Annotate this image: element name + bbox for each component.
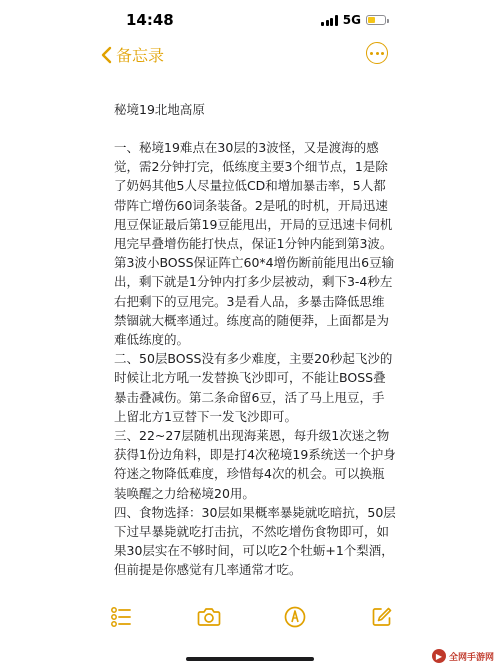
status-indicators (321, 13, 386, 27)
watermark-text: 全网手游网 (448, 652, 494, 663)
back-button[interactable] (100, 43, 164, 66)
note-paragraph-1: 一、秘境19难点在30层的3波怪，又是渡海的感觉，需2分钟打完，低练度主要3个细节点，1是除了奶妈其他5人尽量拉低CD和增加暴击率，5人都带阵亡增伤60词条装备。2是吼的时机，开局迅速甩豆保证最后第19豆能甩出，开局的豆迅速卡伺机甩完早叠增伤能打快点，保证1分钟内能到第3波。第3波小BOSS保证阵亡60*4增伤断前能甩出6豆输出，剩下就是1分钟内打多少层被动，剩下3-4秒左右把剩下的豆甩完。3是看人品，多暴击降低思维禁锢就大概率通过。练度高的随便莽，上面都是为难低练度的。 (114, 140, 395, 348)
network-type: 5G (342, 13, 361, 27)
chevron-left-icon (100, 46, 112, 64)
note-body[interactable] (114, 100, 396, 580)
note-paragraph-4: 四、食物选择：30层如果概率暴毙就吃暗抗，50层下过早暴毙就吃打击抗，不然吃增伤食物即可，如果30层实在不够时间，可以吃2个牡蛎+1个梨酒，但前提是你感觉有几率通常才吃。 (114, 504, 396, 578)
ellipsis-circle-icon (370, 52, 373, 55)
status-time: 14:48 (126, 11, 174, 29)
markup-pen-icon (284, 606, 306, 628)
markup-button[interactable] (284, 606, 306, 632)
status-bar (0, 0, 500, 40)
back-label: 备忘录 (116, 46, 165, 65)
watermark (432, 649, 494, 663)
cellular-signal-icon (321, 15, 338, 26)
camera-button[interactable] (197, 606, 221, 632)
more-options-button[interactable] (366, 42, 388, 64)
checklist-icon (110, 606, 132, 628)
bottom-toolbar (0, 606, 500, 642)
note-title: 秘境19北地高原 (114, 102, 205, 117)
camera-icon (197, 606, 221, 628)
battery-icon (366, 15, 386, 25)
note-paragraph-2: 二、50层BOSS没有多少难度，主要20秒起飞沙的时候让北方吼一发替换飞沙即可，不能让BOSS叠暴击叠减伤。第二条命留6豆，活了马上甩豆，手上留北方1豆替下一发飞沙即可。 (114, 351, 393, 424)
note-paragraph-3: 三、22~27层随机出现海莱恩，每升级1次迷之物获得1份边角料，即是打4次秘境19系统送一个护身符迷之物降低难度，珍惜每4次的机会。可以换瓶装唤醒之力给秘境20用。 (114, 428, 396, 501)
watermark-logo-icon: ▶ (432, 649, 446, 663)
battery-level (368, 17, 375, 23)
compose-icon (371, 606, 393, 628)
home-indicator (186, 657, 314, 661)
compose-button[interactable] (371, 606, 393, 632)
nav-bar (0, 40, 500, 76)
checklist-button[interactable] (110, 606, 132, 632)
